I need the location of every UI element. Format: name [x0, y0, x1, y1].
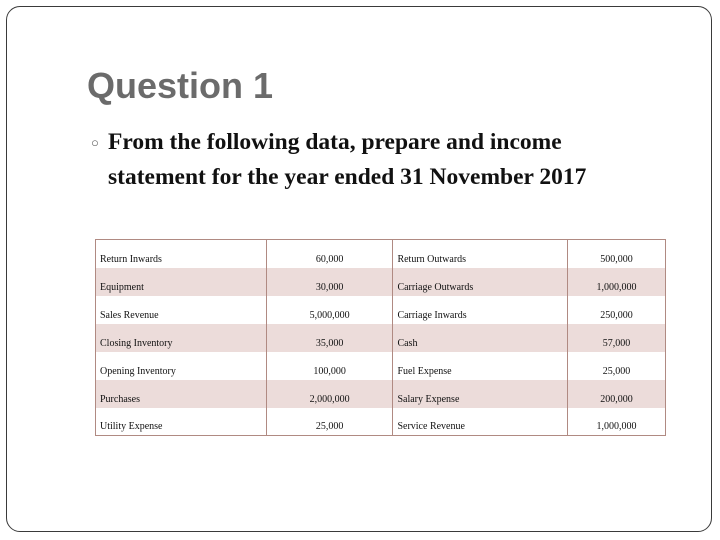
table-cell-account: Service Revenue	[393, 408, 568, 436]
table-cell-account: Return Outwards	[393, 240, 568, 268]
table-cell-amount: 500,000	[568, 240, 666, 268]
table-row	[96, 352, 666, 380]
table-cell-amount: 25,000	[266, 408, 393, 436]
table-cell-account: Sales Revenue	[96, 296, 267, 324]
table-cell-amount: 60,000	[266, 240, 393, 268]
table-cell-account: Opening Inventory	[96, 352, 267, 380]
table-cell-account: Utility Expense	[96, 408, 267, 436]
table-cell-account: Closing Inventory	[96, 324, 267, 352]
bullet-text-line2: statement for the year ended 31 November 2017	[108, 164, 587, 190]
table-row	[96, 380, 666, 408]
table-row	[96, 324, 666, 352]
table-cell-amount: 2,000,000	[266, 380, 393, 408]
table-cell-account: Cash	[393, 324, 568, 352]
table-cell-amount: 25,000	[568, 352, 666, 380]
question-bullet	[91, 125, 651, 194]
table-cell-amount: 5,000,000	[266, 296, 393, 324]
slide-title: Question 1	[87, 65, 274, 106]
table-cell-amount: 57,000	[568, 324, 666, 352]
table-row	[96, 296, 666, 324]
table-cell-amount: 250,000	[568, 296, 666, 324]
table-cell-amount: 200,000	[568, 380, 666, 408]
table-cell-account: Fuel Expense	[393, 352, 568, 380]
table-cell-account: Equipment	[96, 268, 267, 296]
table-cell-account: Purchases	[96, 380, 267, 408]
table-row	[96, 240, 666, 268]
table-row	[96, 408, 666, 436]
table-cell-amount: 1,000,000	[568, 408, 666, 436]
table-cell-account: Carriage Inwards	[393, 296, 568, 324]
table-cell-amount: 30,000	[266, 268, 393, 296]
table-cell-account: Carriage Outwards	[393, 268, 568, 296]
table-cell-account: Salary Expense	[393, 380, 568, 408]
bullet-text-line1: From the following data, prepare and income	[108, 129, 562, 155]
table-cell-amount: 35,000	[266, 324, 393, 352]
table-cell-amount: 100,000	[266, 352, 393, 380]
table-row	[96, 268, 666, 296]
hollow-bullet-icon: ○	[91, 135, 99, 150]
table-cell-amount: 1,000,000	[568, 268, 666, 296]
data-table	[95, 239, 666, 436]
table-cell-account: Return Inwards	[96, 240, 267, 268]
